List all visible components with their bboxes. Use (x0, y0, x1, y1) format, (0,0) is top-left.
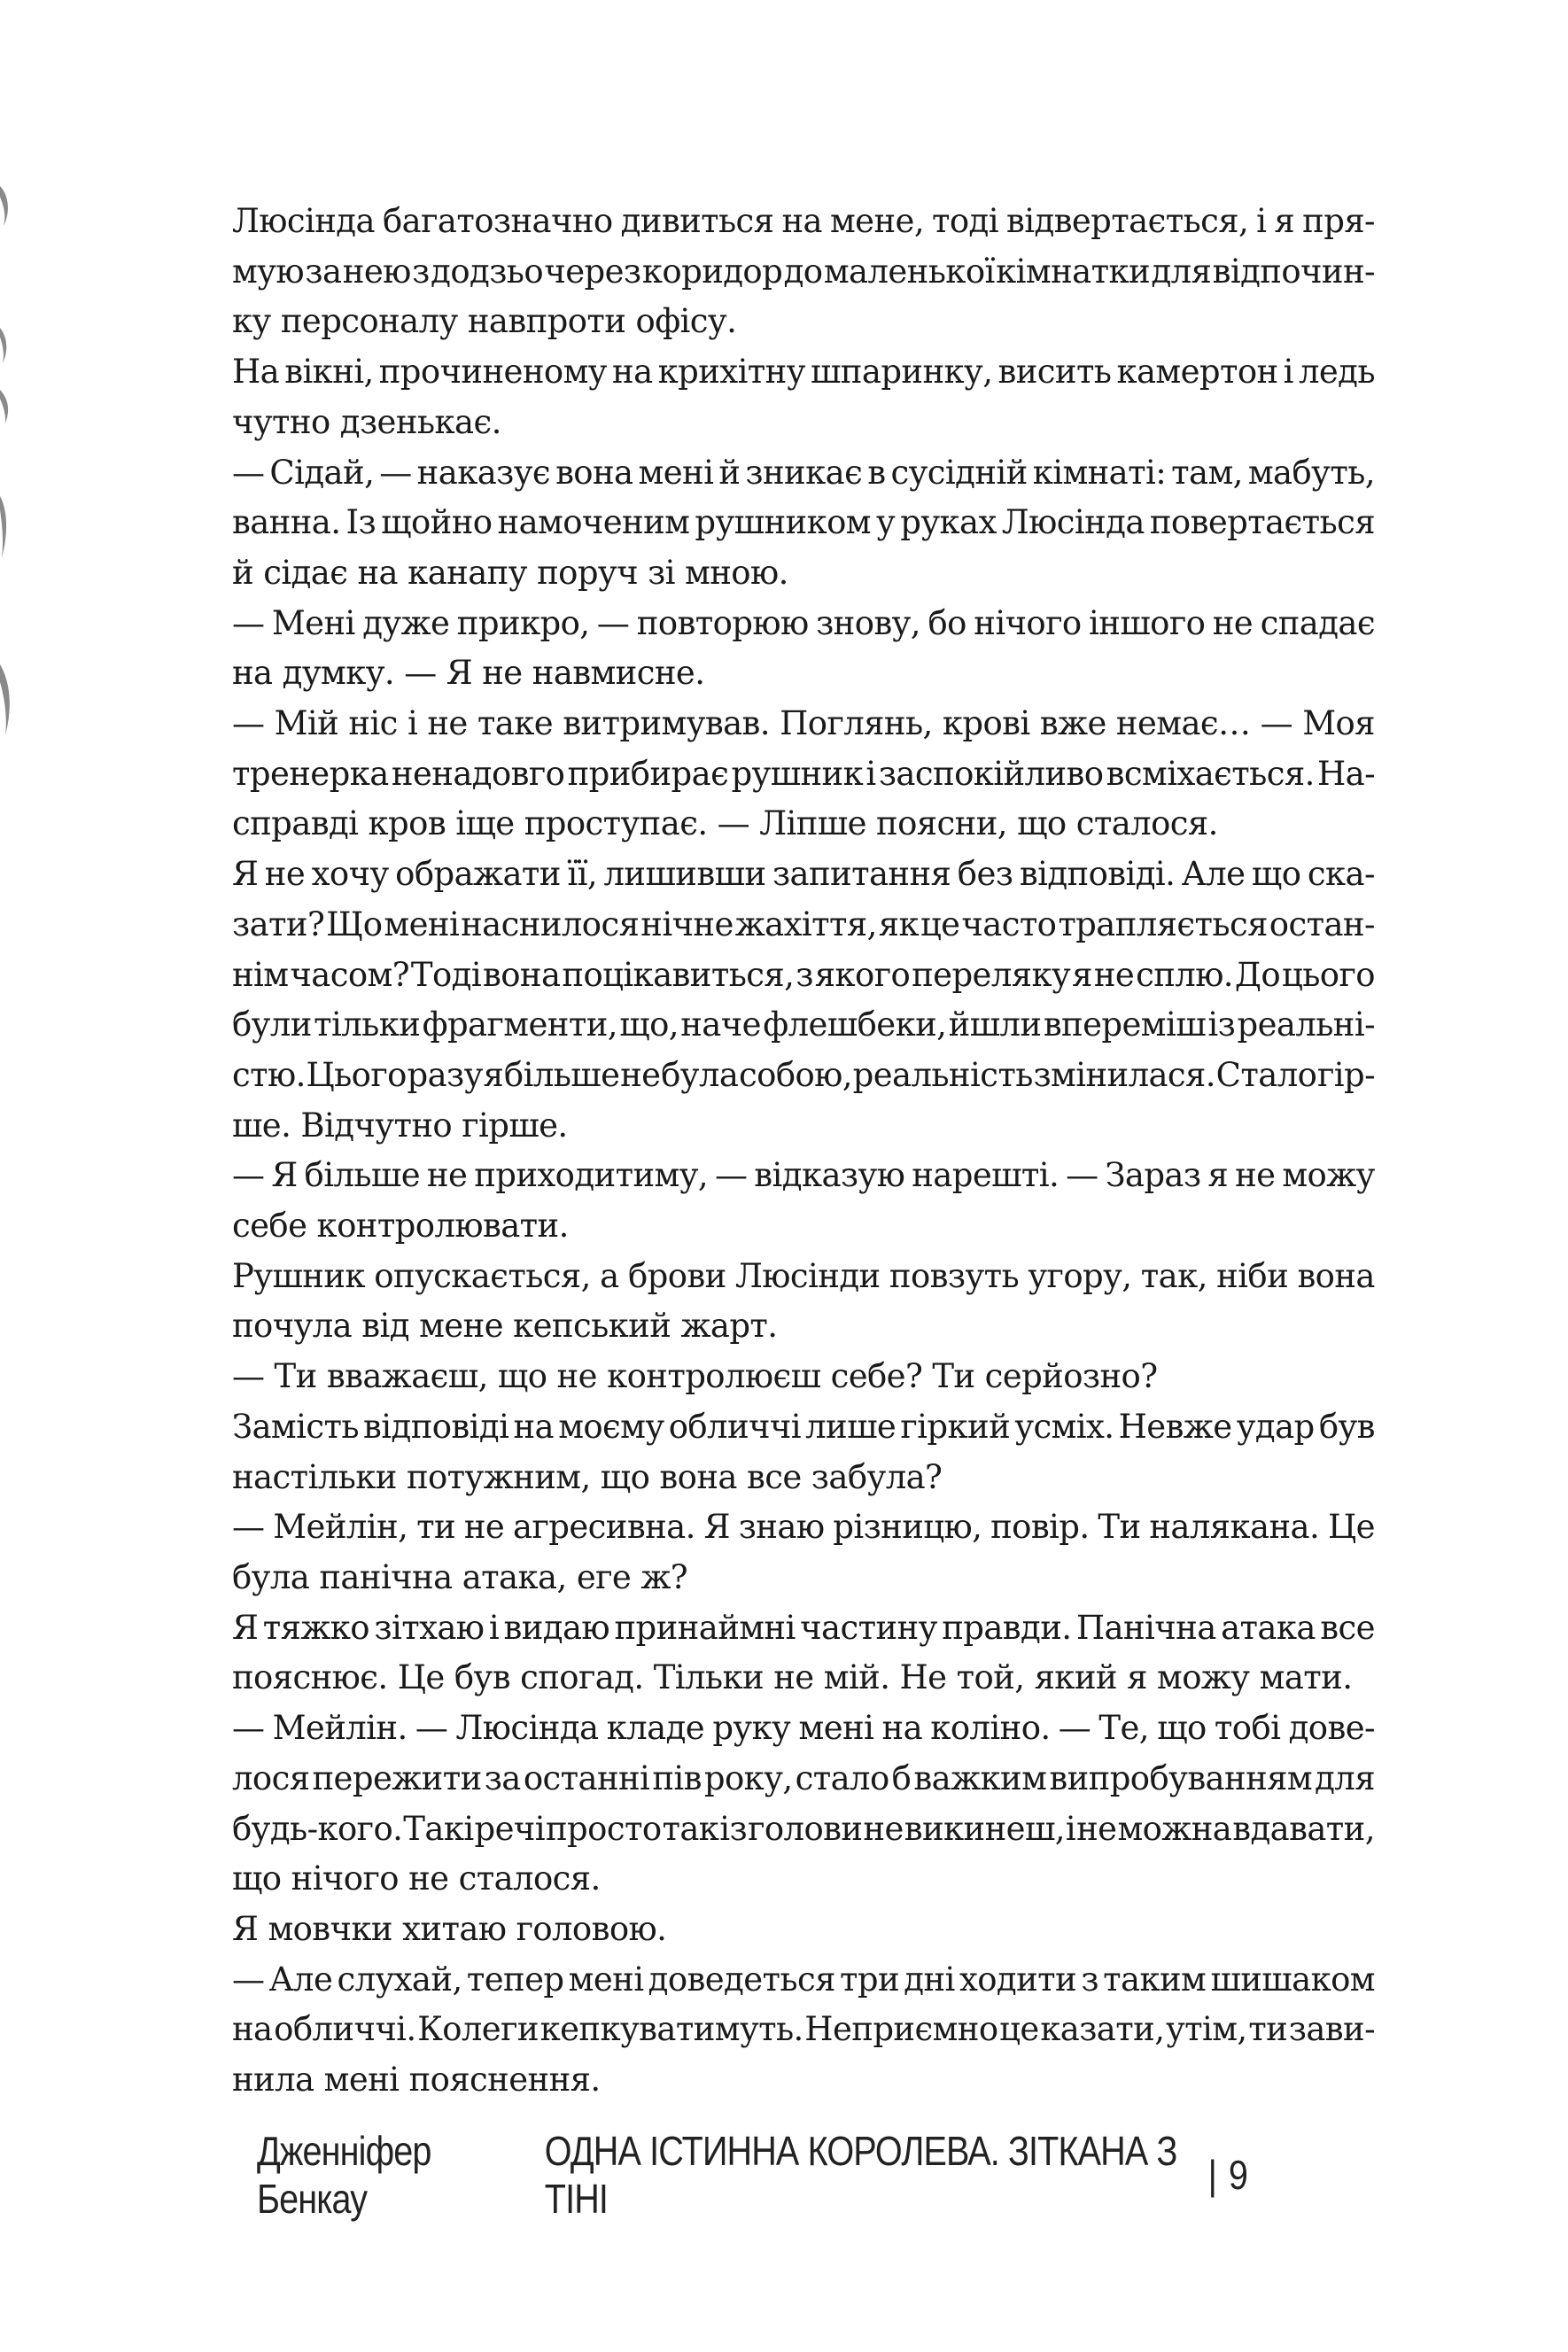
text-line: тренерка ненадовго прибирає рушник і заспокійливо всміхається. На- (232, 754, 1375, 793)
text-line: нім часом? Тоді вона поцікавиться, з якого переляку я не сплю. До цього (232, 955, 1375, 994)
text-line: Я мовчки хитаю головою. (232, 1909, 667, 1948)
text-line: Я не хочу ображати її, лишивши запитання без відповіді. Але що ска- (232, 855, 1375, 894)
text-line: були тільки фрагменти, що, наче флешбеки, йшли впереміш із реальні- (232, 1005, 1375, 1044)
footer-book-title: ОДНА ІСТИННА КОРОЛЕВА. ЗІТКАНА З ТІНІ (544, 2128, 1177, 2222)
text-line: — Мій ніс і не таке витримував. Поглянь, крові вже немає… — Моя (232, 704, 1375, 743)
text-line: й сідає на канапу поруч зі мною. (232, 553, 788, 592)
running-footer (257, 2128, 1247, 2222)
text-line: — Мейлін. — Люсінда кладе руку мені на коліно. — Те, що тобі дове- (232, 1709, 1375, 1748)
text-line: зати? Що мені наснилося нічне жахіття, як це часто трапляється остан- (232, 904, 1375, 943)
text-line: почула від мене кепський жарт. (232, 1307, 778, 1346)
text-line: — Я більше не приходитиму, — відказую нарешті. — Зараз я не можу (232, 1156, 1375, 1195)
text-line: нила мені пояснення. (232, 2061, 601, 2100)
text-line: Люсінда багатозначно дивиться на мене, тоді відвертається, і я пря- (232, 202, 1375, 240)
text-line: — Мені дуже прикро, — повторюю знову, бо нічого іншого не спадає (232, 603, 1375, 642)
text-line: на обличчі. Колеги кепкуватимуть. Неприємно це казати, утім, ти зави- (232, 2010, 1375, 2049)
text-line: будь-кого. Такі речі просто так із голови не викинеш, і не можна вдавати, (232, 1809, 1375, 1848)
text-line: На вікні, прочиненому на крихітну шпаринку, висить камертон і ледь (232, 353, 1375, 392)
text-line: ше. Відчутно гірше. (232, 1106, 568, 1145)
text-line: лося пережити за останні пів року, стало б важким випробуванням для (232, 1758, 1375, 1797)
footer-separator: | (1207, 2152, 1217, 2198)
text-line: мую за нею з додзьо через коридор до маленької кімнатки для відпочин- (232, 252, 1375, 291)
footer-author: Дженніфер Бенкау (257, 2128, 431, 2222)
page-number: 9 (1228, 2152, 1247, 2198)
text-line: на думку. — Я не навмисне. (232, 654, 705, 693)
text-line: що нічого не сталося. (232, 1859, 601, 1898)
text-line: — Ти вважаєш, що не контролюєш себе? Ти серйозно? (232, 1357, 1158, 1396)
text-line: ванна. Із щойно намоченим рушником у руках Люсінда повертається (232, 503, 1375, 542)
text-line: чутно дзенькає. (232, 402, 501, 441)
text-line: — Але слухай, тепер мені доведеться три дні ходити з таким шишаком (232, 1960, 1375, 1999)
text-line: Я тяжко зітхаю і видаю принаймні частину правди. Панічна атака все (232, 1608, 1375, 1647)
text-line: ку персоналу навпроти офісу. (232, 302, 737, 341)
leaf-ornament-decoration (0, 0, 35, 797)
body-text (232, 197, 1375, 2106)
text-line: — Мейлін, ти не агресивна. Я знаю різницю, повір. Ти налякана. Це (232, 1508, 1375, 1547)
text-line: себе контролювати. (232, 1207, 569, 1246)
text-line: настільки потужним, що вона все забула? (232, 1457, 943, 1496)
text-line: була панічна атака, еге ж? (232, 1557, 688, 1596)
text-line: справді кров іще проступає. — Ліпше поясни, що сталося. (232, 804, 1218, 843)
text-line: — Сідай, — наказує вона мені й зникає в сусідній кімнаті: там, мабуть, (232, 453, 1375, 492)
text-line: Замість відповіді на моєму обличчі лише гіркий усміх. Невже удар був (232, 1407, 1375, 1446)
text-line: Рушник опускається, а брови Люсінди повзуть угору, так, ніби вона (232, 1256, 1375, 1295)
text-line: пояснює. Це був спогад. Тільки не мій. Не той, який я можу мати. (232, 1658, 1353, 1697)
text-line: стю. Цього разу я більше не була собою, реальність змінилася. Стало гір- (232, 1055, 1375, 1094)
